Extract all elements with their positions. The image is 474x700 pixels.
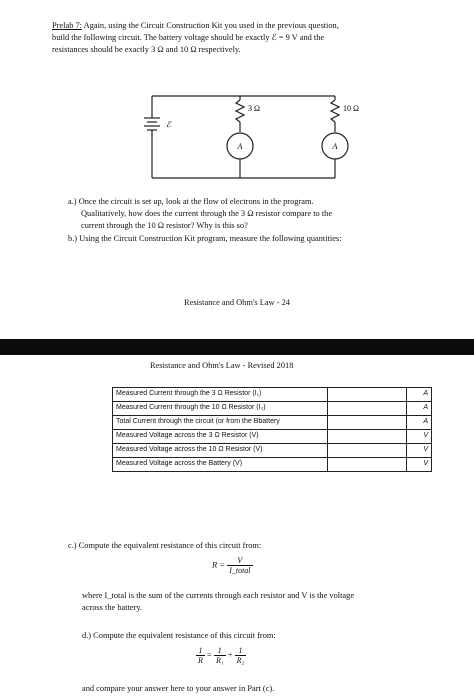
table-row [113, 388, 432, 402]
part-c-fraction [227, 556, 252, 575]
table-row-label: Measured Current through the 10 Ω Resistor (I₂) [113, 402, 328, 416]
part-d-t1-num: 1 [214, 646, 226, 656]
table-row-label: Measured Voltage across the Battery (V) [113, 458, 328, 472]
prelab-line-3: resistances should be exactly 3 Ω and 10 Ω respectively. [52, 45, 241, 55]
prelab-line-1: Again, using the Circuit Construction Kit you used in the previous question, [83, 21, 339, 30]
resistor-10ohm [331, 100, 339, 122]
r1-label: 3 Ω [248, 104, 260, 113]
part-d-plus: + [227, 649, 233, 660]
part-d-t2-den: R₂ [236, 656, 245, 665]
table-row-unit: V [407, 430, 432, 444]
table-row-unit: A [407, 388, 432, 402]
question-a-line-3: current through the 10 Ω resistor? Why is this so? [81, 221, 248, 231]
r2-label: 10 Ω [343, 104, 359, 113]
part-d-t1-den: R₁ [215, 656, 224, 665]
part-d-t2-num: 1 [235, 646, 247, 656]
table-row-label: Measured Voltage across the 10 Ω Resistor (V) [113, 444, 328, 458]
questions-block [68, 196, 453, 245]
prelab-label: Prelab 7: [52, 21, 83, 30]
table-row-unit: A [407, 416, 432, 430]
part-d-lhs-fraction [196, 646, 205, 665]
table-row-unit: V [407, 458, 432, 472]
ammeter-2-symbol: A [332, 142, 338, 151]
table-row-value-cell[interactable] [328, 430, 407, 444]
measurement-table [112, 387, 432, 472]
part-c-where [82, 590, 462, 614]
table-row-label: Total Current through the circuit (or from the Bbattery [113, 416, 328, 430]
prelab-text [52, 20, 452, 57]
table-row-value-cell[interactable] [328, 388, 407, 402]
table-row-value-cell[interactable] [328, 444, 407, 458]
table-row [113, 416, 432, 430]
table-row [113, 430, 432, 444]
question-a-line-2: Qualitatively, how does the current through the 3 Ω resistor compare to the [81, 209, 333, 219]
part-d-lhs-den: R [198, 656, 203, 665]
part-c-lhs: R = [212, 559, 226, 570]
part-c-where-line-2: across the battery. [82, 603, 143, 613]
part-c-denominator: I_total [229, 566, 251, 575]
emf-label: ℰ [166, 120, 171, 129]
part-d-equation [196, 646, 246, 665]
table-row-label: Measured Voltage across the 3 Ω Resistor (V) [113, 430, 328, 444]
table-row-value-cell[interactable] [328, 416, 407, 430]
table-row [113, 458, 432, 472]
table-row-unit: V [407, 444, 432, 458]
part-d-closing: and compare your answer here to your answer in Part (c). [82, 684, 275, 693]
part-d-equals: = [207, 649, 212, 660]
part-d-term2-fraction [235, 646, 247, 665]
ammeter-1-symbol: A [237, 142, 243, 151]
question-a-line-1: a.) Once the circuit is set up, look at the flow of electrons in the program. [68, 197, 314, 206]
table-row-value-cell[interactable] [328, 458, 407, 472]
part-c-where-line-1: where I_total is the sum of the currents through each resistor and V is the voltage [82, 591, 355, 600]
part-d-lhs-num: 1 [196, 646, 205, 656]
prelab-line-2: build the following circuit. The battery voltage should be exactly ℰ = 9 V and the [52, 33, 325, 43]
page-header: Resistance and Ohm's Law - Revised 2018 [150, 361, 294, 370]
resistor-3ohm [236, 100, 244, 122]
table-row-unit: A [407, 402, 432, 416]
table-row-label: Measured Current through the 3 Ω Resistor (I₁) [113, 388, 328, 402]
page-footer: Resistance and Ohm's Law - 24 [184, 298, 290, 307]
table-row [113, 444, 432, 458]
part-c-numerator: V [227, 556, 252, 566]
part-c-intro: c.) Compute the equivalent resistance of this circuit from: [68, 541, 262, 550]
question-b-line-1: b.) Using the Circuit Construction Kit program, measure the following quantities: [68, 233, 342, 243]
part-d-term1-fraction [214, 646, 226, 665]
table-row [113, 402, 432, 416]
table-row-value-cell[interactable] [328, 402, 407, 416]
circuit-diagram [130, 78, 390, 188]
part-c-equation [212, 556, 253, 575]
page-separator [0, 339, 474, 355]
part-d-intro: d.) Compute the equivalent resistance of this circuit from: [82, 631, 276, 640]
